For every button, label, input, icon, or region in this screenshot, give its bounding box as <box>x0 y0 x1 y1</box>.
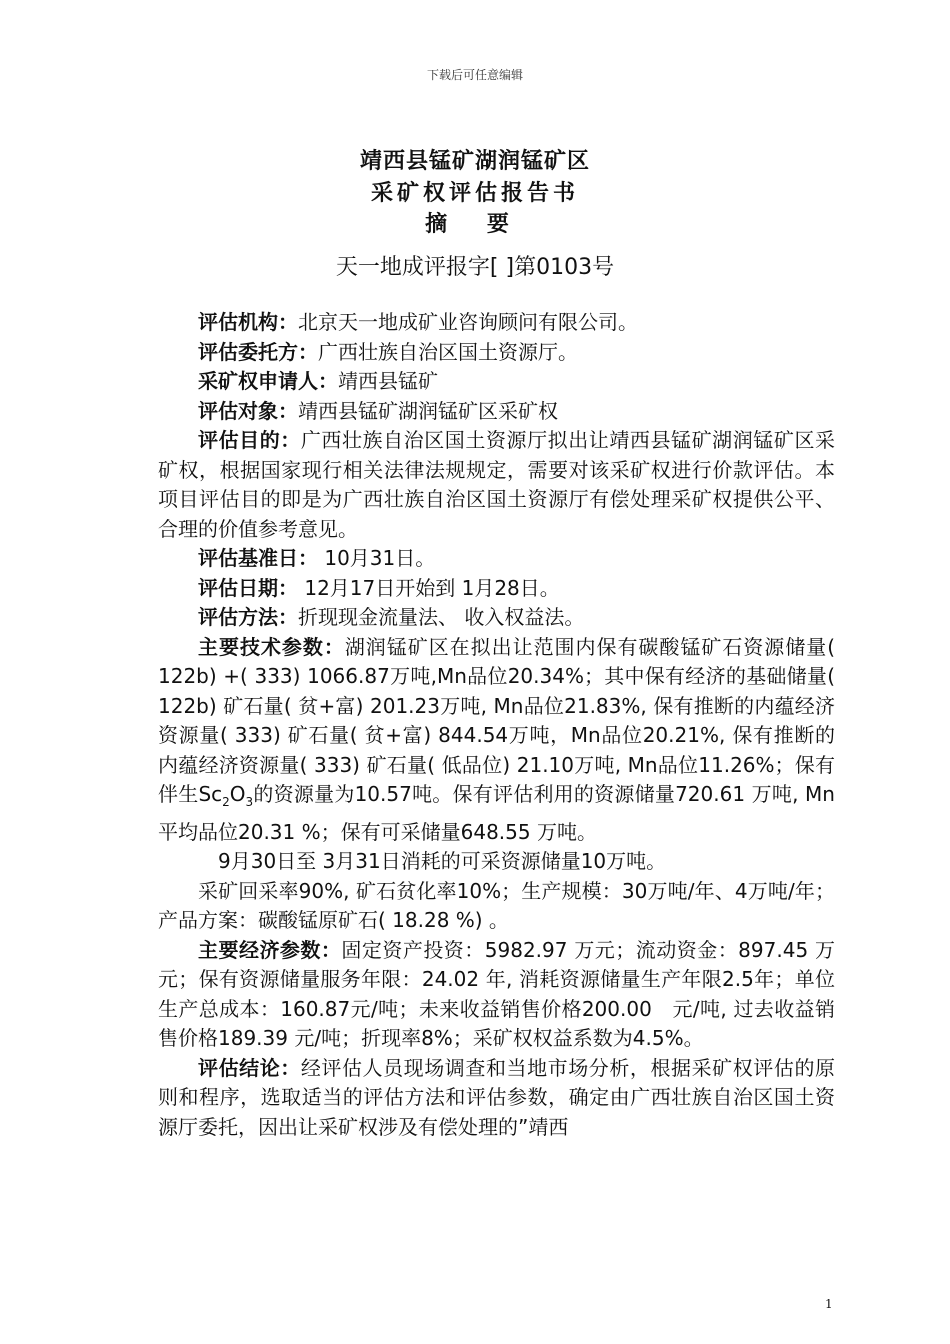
field-label: 评估机构： <box>198 310 298 334</box>
field-value: 北京天一地成矿业咨询顾问有限公司。 <box>298 310 638 334</box>
field-label: 评估对象： <box>198 398 298 423</box>
page-header: 下载后可任意编辑 <box>426 68 523 82</box>
field-client <box>158 338 835 368</box>
field-label: 评估方法： <box>198 605 298 629</box>
field-value: 靖西县锰矿 <box>338 369 438 393</box>
subscript: 3 <box>245 795 254 809</box>
field-label: 主要经济参数： <box>198 937 342 962</box>
econ-params-paragraph <box>158 936 835 1054</box>
subscript: 2 <box>222 795 230 809</box>
report-title-line1: 靖西县锰矿湖润锰矿区 <box>359 149 590 174</box>
document-number: 天一地成评报字[ ]第0103号 <box>335 255 615 280</box>
field-value: 折现现金流量法、 收入权益法。 <box>298 605 585 629</box>
report-title-line3: 摘 要 <box>425 212 525 237</box>
conclusion-paragraph <box>158 1054 835 1143</box>
field-purpose <box>158 426 835 544</box>
report-title-line2: 采矿权评估报告书 <box>370 181 579 206</box>
field-value: 的资源量为10.57吨。保有评估利用的资源储量720.61 万吨, Mn平均品位20.31 %；保有可采储量648.55 万吨。 <box>158 782 835 844</box>
field-object <box>158 397 835 427</box>
field-label: 评估目的： <box>198 428 301 452</box>
field-value: 靖西县锰矿湖润锰矿区采矿权 <box>298 398 558 423</box>
field-value: 12月17日开始到 1月28日。 <box>298 575 560 600</box>
field-value: 经评估人员现场调查和当地市场分析，根据采矿权评估的原则和程序，选取适当的评估方法和评估参数，确定由广西壮族自治区国土资源厅委托，因出让采矿权涉及有偿处理的”靖西 <box>158 1055 836 1139</box>
field-value: 10月31日。 <box>318 546 436 570</box>
field-institution <box>158 308 835 338</box>
field-label: 评估日期： <box>198 575 298 600</box>
field-value: 湖润锰矿区在拟出让范围内保有碳酸锰矿石资源储量( 122b) +( 333) 1066.87万吨,Mn品位20.34%；其中保有经济的基础储量( 122b) 矿石量( 贫+富) 201.23万吨, Mn品位21.83%, 保有推断的内蕴经济资源量( 333) 矿石量( 贫+富) 844.54万吨，Mn品位20.21%, 保有推断的内蕴经济资源量( 333) 矿石量( 低品位) 21.10万吨, Mn品位11.26%；保有伴生Sc <box>158 634 835 806</box>
formula-text: O <box>229 782 246 806</box>
field-applicant <box>158 367 835 397</box>
tech-params-paragraph <box>158 633 835 848</box>
field-label: 采矿权申请人： <box>198 369 338 393</box>
page-number: 1 <box>825 1297 833 1311</box>
field-eval-date <box>158 574 835 604</box>
field-label: 主要技术参数： <box>198 634 345 659</box>
document-body <box>158 308 835 1142</box>
field-label: 评估委托方： <box>198 339 318 364</box>
recovery-paragraph: 采矿回采率90%, 矿石贫化率10%；生产规模：30万吨/年、4万吨/年；产品方案：碳酸锰原矿石( 18.28 %) 。 <box>158 878 835 932</box>
consumed-paragraph: 9月30日至 3月31日消耗的可采资源储量10万吨。 <box>218 849 667 873</box>
field-value: 固定资产投资：5982.97 万元；流动资金：897.45 万元；保有资源储量服务年限：24.02 年, 消耗资源储量生产年限2.5年；单位生产总成本：160.87元/吨；未来收益销售价格200.00 元/吨, 过去收益销售价格189.39 元/吨；折现率8%；采矿权权益系数为4.5%。 <box>158 937 836 1050</box>
field-method <box>158 603 835 633</box>
field-base-date <box>158 544 835 574</box>
field-value: 广西壮族自治区国土资源厅拟出让靖西县锰矿湖润锰矿区采矿权，根据国家现行相关法律法规规定，需要对该采矿权进行价款评估。本项目评估目的即是为广西壮族自治区国土资源厅有偿处理采矿权提供公平、 合理的价值参考意见。 <box>158 428 836 541</box>
field-value: 广西壮族自治区国土资源厅。 <box>318 339 578 364</box>
field-label: 评估基准日： <box>198 546 318 570</box>
field-label: 评估结论： <box>198 1055 301 1080</box>
